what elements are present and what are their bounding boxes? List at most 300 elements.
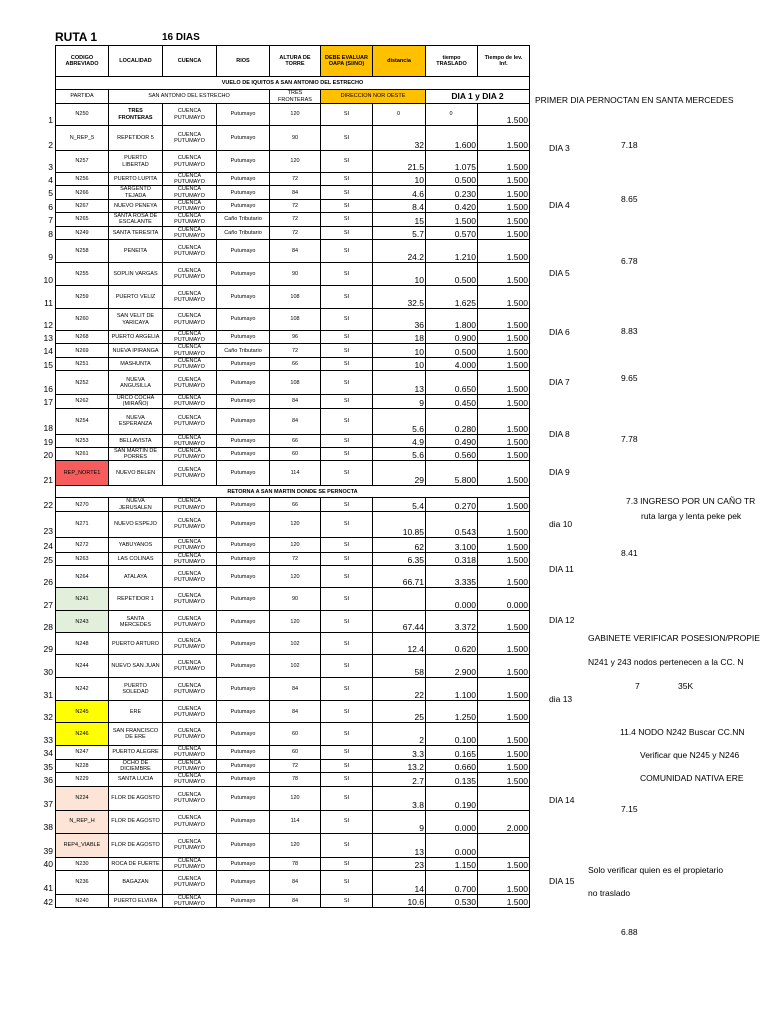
cell-code: N259 <box>56 286 109 309</box>
cell-river: Putumayo <box>217 104 270 126</box>
table-row <box>56 857 530 870</box>
table-row <box>56 186 530 199</box>
cell-survey: 1.500 <box>478 723 530 746</box>
cell-code: N257 <box>56 151 109 173</box>
row-number: 38 <box>43 822 53 832</box>
day-label: DIA 6 <box>549 326 570 337</box>
cell-code: N272 <box>56 537 109 552</box>
cell-distance: 10 <box>373 173 426 186</box>
cell-travel: 1.500 <box>426 213 478 226</box>
cell-evaluate: SI <box>321 104 373 126</box>
table-row <box>56 723 530 746</box>
table-row <box>56 552 530 565</box>
cell-river: Putumayo <box>217 511 270 537</box>
cell-tower: 90 <box>270 126 321 151</box>
cell-basin: CUENCA PUTUMAYO <box>163 894 217 907</box>
row-number: 9 <box>48 251 53 262</box>
table-row <box>56 395 530 408</box>
cell-locality: PUERTO ELVIRA <box>109 894 163 907</box>
cell-river: Putumayo <box>217 746 270 759</box>
cell-survey <box>478 833 530 857</box>
cell-basin: CUENCA PUTUMAYO <box>163 408 217 434</box>
partida-label: PARTIDA <box>56 90 109 104</box>
cell-locality: ERE <box>109 701 163 723</box>
col-header-basin: CUENCA <box>163 46 217 77</box>
cell-basin: CUENCA PUTUMAYO <box>163 773 217 786</box>
table-row <box>56 240 530 263</box>
cell-tower: 120 <box>270 833 321 857</box>
cell-travel: 1.150 <box>426 857 478 870</box>
cell-code: REP_NORTE1 <box>56 461 109 486</box>
cell-travel: 3.335 <box>426 566 478 588</box>
cell-tower: 84 <box>270 678 321 701</box>
cell-river: Putumayo <box>217 371 270 395</box>
cell-survey: 1.500 <box>478 186 530 199</box>
cell-survey: 1.500 <box>478 226 530 239</box>
cell-survey: 1.500 <box>478 461 530 486</box>
cell-river: Putumayo <box>217 151 270 173</box>
cell-code: N228 <box>56 759 109 772</box>
day-label: DIA 7 <box>549 376 570 387</box>
cell-basin: CUENCA PUTUMAYO <box>163 566 217 588</box>
cell-evaluate: SI <box>321 344 373 357</box>
cell-code: N258 <box>56 240 109 263</box>
table-row <box>56 126 530 151</box>
table-row <box>56 773 530 786</box>
cell-tower: 120 <box>270 151 321 173</box>
cell-tower: 78 <box>270 773 321 786</box>
cell-travel: 1.625 <box>426 286 478 309</box>
cell-distance <box>373 588 426 611</box>
day-label: DIA 12 <box>549 615 575 626</box>
cell-code: N267 <box>56 199 109 212</box>
origin-label: SAN ANTONIO DEL ESTRECHO <box>109 90 270 104</box>
row-number: 6 <box>48 201 53 212</box>
cell-survey: 1.500 <box>478 611 530 633</box>
row-number: 12 <box>43 319 53 330</box>
table-row <box>56 461 530 486</box>
cell-basin: CUENCA PUTUMAYO <box>163 759 217 772</box>
cell-tower: 72 <box>270 759 321 772</box>
cell-basin: CUENCA PUTUMAYO <box>163 498 217 511</box>
cell-code: N271 <box>56 511 109 537</box>
cell-evaluate: SI <box>321 408 373 434</box>
cell-travel: 0.270 <box>426 498 478 511</box>
cell-travel: 0.700 <box>426 870 478 894</box>
col-header-locality: LOCALIDAD <box>109 46 163 77</box>
cell-travel: 0.165 <box>426 746 478 759</box>
route-table <box>55 45 530 908</box>
cell-survey: 1.500 <box>478 104 530 126</box>
cell-evaluate: SI <box>321 126 373 151</box>
cell-basin: CUENCA PUTUMAYO <box>163 678 217 701</box>
table-row <box>56 408 530 434</box>
cell-distance: 29 <box>373 461 426 486</box>
cell-locality: ATALAYA <box>109 566 163 588</box>
cell-survey: 1.500 <box>478 126 530 151</box>
cell-code: N266 <box>56 186 109 199</box>
cell-evaluate: SI <box>321 870 373 894</box>
cell-travel: 0.490 <box>426 434 478 447</box>
row-number: 29 <box>43 643 53 654</box>
cell-code: N_REP_5 <box>56 126 109 151</box>
cell-distance: 4.9 <box>373 434 426 447</box>
row-number: 3 <box>48 161 53 172</box>
col-header-rivers: RIOS <box>217 46 270 77</box>
table-row <box>56 746 530 759</box>
cell-evaluate: SI <box>321 611 373 633</box>
cell-locality: NUEVO BELEN <box>109 461 163 486</box>
cell-survey: 1.500 <box>478 633 530 655</box>
cell-locality: PUERTO VELIZ <box>109 286 163 309</box>
cell-basin: CUENCA PUTUMAYO <box>163 786 217 810</box>
cell-locality: NUEVA IPIRANGA <box>109 344 163 357</box>
cell-river: Putumayo <box>217 786 270 810</box>
table-row <box>56 448 530 461</box>
days-1-2-label: DIA 1 y DIA 2 <box>426 90 530 104</box>
cell-evaluate: SI <box>321 461 373 486</box>
day-label: DIA 11 <box>549 564 574 575</box>
cell-locality: PUERTO ARTURO <box>109 633 163 655</box>
day-label: DIA 14 <box>549 795 575 806</box>
cell-locality: PUERTO ALEGRE <box>109 746 163 759</box>
cell-tower: 108 <box>270 371 321 395</box>
cell-distance: 58 <box>373 655 426 678</box>
cell-river: Putumayo <box>217 678 270 701</box>
row-number: 28 <box>43 621 53 632</box>
cell-survey: 1.500 <box>478 498 530 511</box>
row-number: 35 <box>43 761 53 772</box>
cell-locality: SANTA ROSA DE ESCALANTE <box>109 213 163 226</box>
cell-river: Putumayo <box>217 126 270 151</box>
table-row <box>56 655 530 678</box>
row-number: 13 <box>43 332 53 343</box>
table-row <box>56 151 530 173</box>
day-label: dia 10 <box>549 519 573 530</box>
cell-travel: 0.660 <box>426 759 478 772</box>
cell-travel: 0.500 <box>426 263 478 286</box>
col-header-distance: distancia <box>373 46 426 77</box>
table-row <box>56 173 530 186</box>
cell-evaluate: SI <box>321 773 373 786</box>
cell-distance: 32.5 <box>373 286 426 309</box>
cell-code: N253 <box>56 434 109 447</box>
cell-code: N251 <box>56 357 109 370</box>
cell-distance: 10.85 <box>373 511 426 537</box>
cell-survey: 1.500 <box>478 448 530 461</box>
note-verify: Verificar que N245 y N246 <box>640 750 740 760</box>
cell-survey: 1.500 <box>478 151 530 173</box>
cell-distance: 25 <box>373 701 426 723</box>
cell-code: N270 <box>56 498 109 511</box>
row-number: 37 <box>43 799 53 809</box>
row-number: 23 <box>43 526 53 537</box>
cell-evaluate: SI <box>321 678 373 701</box>
cell-survey: 1.500 <box>478 511 530 537</box>
cell-evaluate: SI <box>321 511 373 537</box>
direction-label: DIRECCION NOR OESTE <box>321 90 426 104</box>
cell-locality: REPETIDOR 5 <box>109 126 163 151</box>
cell-code: N250 <box>56 104 109 126</box>
note-n242: 11.4 NODO N242 Buscar CC.NN <box>620 727 745 737</box>
note-35k: 35K <box>678 681 694 691</box>
cell-travel: 0.500 <box>426 344 478 357</box>
cell-tower: 108 <box>270 286 321 309</box>
cell-tower: 60 <box>270 746 321 759</box>
row-number: 15 <box>43 359 53 370</box>
table-row <box>56 810 530 833</box>
cell-distance: 13.2 <box>373 759 426 772</box>
cell-river: Putumayo <box>217 461 270 486</box>
table-row <box>56 588 530 611</box>
cell-locality: TRES FRONTERAS <box>109 104 163 126</box>
cell-locality: PUERTO LIBERTAD <box>109 151 163 173</box>
cell-code: N262 <box>56 395 109 408</box>
cell-tower: 84 <box>270 870 321 894</box>
cell-river: Caño Tributario <box>217 226 270 239</box>
cell-locality: LAS COLINAS <box>109 552 163 565</box>
cell-locality: OCHO DE DICIEMBRE <box>109 759 163 772</box>
cell-tower: 120 <box>270 104 321 126</box>
row-number: 8 <box>48 228 53 239</box>
cell-evaluate: SI <box>321 833 373 857</box>
note-day14-hours: 7.15 <box>621 804 638 814</box>
cell-tower: 66 <box>270 498 321 511</box>
cell-basin: CUENCA PUTUMAYO <box>163 701 217 723</box>
cell-locality: FLOR DE AGOSTO <box>109 833 163 857</box>
cell-tower: 120 <box>270 537 321 552</box>
cell-distance: 22 <box>373 678 426 701</box>
cell-locality: SARGENTO TEJADA <box>109 186 163 199</box>
cell-locality: BELLAVISTA <box>109 434 163 447</box>
cell-tower: 84 <box>270 894 321 907</box>
cell-distance: 10 <box>373 263 426 286</box>
cell-evaluate: SI <box>321 448 373 461</box>
cell-code: N245 <box>56 701 109 723</box>
row-number: 30 <box>43 666 53 677</box>
cell-travel: 0.318 <box>426 552 478 565</box>
cell-distance: 2.7 <box>373 773 426 786</box>
cell-river: Putumayo <box>217 552 270 565</box>
cell-evaluate: SI <box>321 286 373 309</box>
cell-distance: 24.2 <box>373 240 426 263</box>
cell-travel: 4.000 <box>426 357 478 370</box>
cell-river: Putumayo <box>217 810 270 833</box>
cell-survey: 1.500 <box>478 199 530 212</box>
cell-evaluate: SI <box>321 746 373 759</box>
cell-survey: 1.500 <box>478 746 530 759</box>
cell-basin: CUENCA PUTUMAYO <box>163 633 217 655</box>
note-day7-hours: 9.65 <box>621 373 638 383</box>
cell-travel: 0.230 <box>426 186 478 199</box>
cell-basin: CUENCA PUTUMAYO <box>163 226 217 239</box>
cell-code: N255 <box>56 263 109 286</box>
cell-survey: 1.500 <box>478 173 530 186</box>
cell-river: Putumayo <box>217 588 270 611</box>
cell-basin: CUENCA PUTUMAYO <box>163 186 217 199</box>
row-number: 34 <box>43 748 53 759</box>
cell-distance: 36 <box>373 309 426 331</box>
cell-distance: 15 <box>373 213 426 226</box>
cell-code: REP4_VIABLE <box>56 833 109 857</box>
col-header-evaluate: DEBE EVALUAR OAPA (SI/NO) <box>321 46 373 77</box>
note-day6-hours: 8.83 <box>621 326 638 336</box>
row-number: 18 <box>43 423 53 434</box>
cell-river: Putumayo <box>217 701 270 723</box>
row-number: 42 <box>43 896 53 907</box>
row-number: 4 <box>48 174 53 185</box>
table-row <box>56 678 530 701</box>
cell-locality: NUEVA ANGUSILLA <box>109 371 163 395</box>
table-row <box>56 213 530 226</box>
cell-tower: 72 <box>270 344 321 357</box>
cell-river: Putumayo <box>217 611 270 633</box>
cell-tower: 108 <box>270 309 321 331</box>
table-row <box>56 226 530 239</box>
note-community: COMUNIDAD NATIVA ERE <box>640 773 744 783</box>
day-label: DIA 15 <box>549 876 575 887</box>
cell-river: Putumayo <box>217 655 270 678</box>
table-row <box>56 611 530 633</box>
cell-distance: 4.6 <box>373 186 426 199</box>
cell-river: Putumayo <box>217 199 270 212</box>
cell-code: N244 <box>56 655 109 678</box>
cell-tower: 90 <box>270 588 321 611</box>
cell-travel: 1.075 <box>426 151 478 173</box>
cell-river: Putumayo <box>217 537 270 552</box>
cell-basin: CUENCA PUTUMAYO <box>163 611 217 633</box>
cell-distance: 0 <box>373 104 426 126</box>
cell-survey: 1.500 <box>478 566 530 588</box>
cell-tower: 66 <box>270 434 321 447</box>
cell-distance: 5.4 <box>373 498 426 511</box>
cell-code: N247 <box>56 746 109 759</box>
cell-survey: 1.500 <box>478 870 530 894</box>
cell-distance: 5.6 <box>373 408 426 434</box>
cell-code: N242 <box>56 678 109 701</box>
table-row <box>56 786 530 810</box>
cell-travel: 0.543 <box>426 511 478 537</box>
cell-locality: SAN VELIT DE YARICAYA <box>109 309 163 331</box>
cell-survey: 1.500 <box>478 857 530 870</box>
cell-locality: SAN MARTIN DE PORRES <box>109 448 163 461</box>
cell-basin: CUENCA PUTUMAYO <box>163 309 217 331</box>
cell-river: Putumayo <box>217 894 270 907</box>
cell-code: N264 <box>56 566 109 588</box>
cell-evaluate: SI <box>321 552 373 565</box>
return-banner: RETORNA A SAN MARTIN DONDE SE PERNOCTA <box>56 486 530 498</box>
cell-distance: 66.71 <box>373 566 426 588</box>
col-header-travel: tiempo TRASLADO <box>426 46 478 77</box>
day-label: DIA 3 <box>549 143 570 153</box>
cell-code: N256 <box>56 173 109 186</box>
cell-tower: 114 <box>270 810 321 833</box>
cell-distance: 6.35 <box>373 552 426 565</box>
cell-survey: 1.500 <box>478 213 530 226</box>
cell-travel: 5.800 <box>426 461 478 486</box>
cell-locality: REPETIDOR 1 <box>109 588 163 611</box>
cell-river: Putumayo <box>217 833 270 857</box>
table-row <box>56 357 530 370</box>
day-label: DIA 9 <box>549 467 570 478</box>
col-header-code: CODIGO ABREVIADO <box>56 46 109 77</box>
cell-survey: 1.500 <box>478 357 530 370</box>
cell-river: Putumayo <box>217 566 270 588</box>
note-day4-hours: 8.65 <box>621 194 638 204</box>
cell-locality: SOPLIN VARGAS <box>109 263 163 286</box>
destination-label: TRES FRONTERAS <box>270 90 321 104</box>
cell-evaluate: SI <box>321 309 373 331</box>
row-number: 20 <box>43 449 53 460</box>
cell-basin: CUENCA PUTUMAYO <box>163 434 217 447</box>
cell-tower: 72 <box>270 226 321 239</box>
cell-basin: CUENCA PUTUMAYO <box>163 173 217 186</box>
table-row <box>56 498 530 511</box>
cell-evaluate: SI <box>321 857 373 870</box>
cell-basin: CUENCA PUTUMAYO <box>163 263 217 286</box>
cell-travel: 0.450 <box>426 395 478 408</box>
cell-basin: CUENCA PUTUMAYO <box>163 448 217 461</box>
cell-survey: 1.500 <box>478 286 530 309</box>
cell-basin: CUENCA PUTUMAYO <box>163 371 217 395</box>
row-number: 14 <box>43 346 53 357</box>
cell-river: Putumayo <box>217 773 270 786</box>
cell-distance: 14 <box>373 870 426 894</box>
cell-distance: 13 <box>373 371 426 395</box>
cell-evaluate: SI <box>321 810 373 833</box>
table-row <box>56 371 530 395</box>
cell-tower: 60 <box>270 448 321 461</box>
cell-locality: NUEVO SAN JUAN <box>109 655 163 678</box>
flight-banner: VUELO DE IQUITOS A SAN ANTONIO DEL ESTRECHO <box>56 77 530 90</box>
cell-evaluate: SI <box>321 199 373 212</box>
cell-survey: 1.500 <box>478 537 530 552</box>
cell-travel: 1.100 <box>426 678 478 701</box>
table-row <box>56 894 530 907</box>
cell-distance: 8.4 <box>373 199 426 212</box>
cell-basin: CUENCA PUTUMAYO <box>163 655 217 678</box>
row-number: 11 <box>44 297 53 308</box>
cell-tower: 120 <box>270 511 321 537</box>
cell-basin: CUENCA PUTUMAYO <box>163 357 217 370</box>
cell-evaluate: SI <box>321 371 373 395</box>
day-label: DIA 8 <box>549 428 570 439</box>
cell-travel: 1.600 <box>426 126 478 151</box>
cell-travel: 0.500 <box>426 173 478 186</box>
cell-code: N252 <box>56 371 109 395</box>
cell-river: Putumayo <box>217 408 270 434</box>
row-number: 32 <box>43 711 53 722</box>
cell-evaluate: SI <box>321 588 373 611</box>
cell-evaluate: SI <box>321 263 373 286</box>
note-day3-hours: 7.18 <box>621 140 638 150</box>
cell-travel: 0.280 <box>426 408 478 434</box>
cell-basin: CUENCA PUTUMAYO <box>163 213 217 226</box>
departure-row <box>56 90 530 104</box>
row-number: 16 <box>43 383 53 394</box>
table-row <box>56 331 530 344</box>
cell-travel: 3.372 <box>426 611 478 633</box>
col-header-tower: ALTURA DE TORRE <box>270 46 321 77</box>
cell-travel: 0.100 <box>426 723 478 746</box>
cell-locality: NUEVO ESPEJO <box>109 511 163 537</box>
cell-tower: 96 <box>270 331 321 344</box>
cell-river: Putumayo <box>217 286 270 309</box>
cell-code: N240 <box>56 894 109 907</box>
cell-tower: 66 <box>270 357 321 370</box>
cell-tower: 102 <box>270 655 321 678</box>
cell-code: N248 <box>56 633 109 655</box>
